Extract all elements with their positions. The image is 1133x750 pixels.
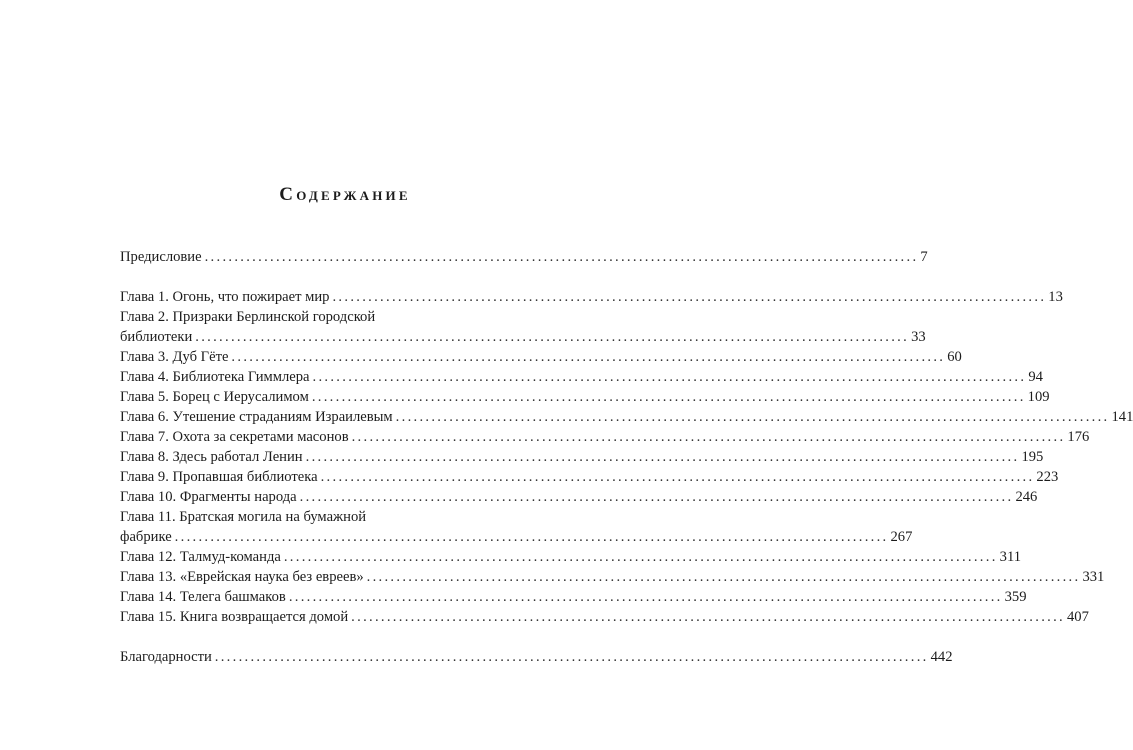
toc-entry-page: 13 — [1048, 289, 1063, 305]
toc-entry-label: Глава 9. Пропавшая библиотека — [120, 469, 318, 485]
section-gap — [120, 627, 482, 647]
toc-entry-page: 109 — [1027, 389, 1050, 405]
toc-entry-chapter-13[interactable] — [120, 567, 1105, 587]
leader-dots: ........................................................................................................................ — [351, 429, 1066, 445]
toc-entry-label: Глава 1. Огонь, что пожирает мир — [120, 289, 330, 305]
toc-entry-page: 311 — [999, 549, 1022, 565]
leader-dots: ........................................................................................................................ — [214, 649, 929, 665]
toc-entry-chapter-8[interactable] — [120, 447, 1044, 467]
toc-entry-label: Глава 10. Фрагменты народа — [120, 489, 297, 505]
toc-entry-label: Глава 15. Книга возвращается домой — [120, 609, 349, 625]
toc-entry-chapter-14[interactable] — [120, 587, 1027, 607]
toc-entry-chapter-15[interactable] — [120, 607, 1089, 627]
leader-dots: ........................................................................................................................ — [366, 569, 1081, 585]
toc-entry-label: Глава 4. Библиотека Гиммлера — [120, 369, 310, 385]
toc-entry-page: 267 — [890, 529, 913, 545]
toc-entry-chapter-11[interactable] — [120, 507, 913, 547]
toc-entry-label: Глава 14. Телега башмаков — [120, 589, 286, 605]
leader-dots: ........................................................................................................................ — [283, 549, 998, 565]
toc-entry-chapter-1[interactable] — [120, 287, 1063, 307]
toc-entry-page: 246 — [1015, 489, 1038, 505]
toc-entry-label: Глава 8. Здесь работал Ленин — [120, 449, 303, 465]
toc-entry-page: 223 — [1036, 469, 1059, 485]
toc-entry-label: Глава 3. Дуб Гёте — [120, 349, 229, 365]
toc-entry-chapter-5[interactable] — [120, 387, 1050, 407]
leader-dots: ........................................................................................................................ — [311, 389, 1026, 405]
toc-entry-chapter-10[interactable] — [120, 487, 1038, 507]
toc-entry-page: 94 — [1028, 369, 1043, 385]
toc-entry-chapter-4[interactable] — [120, 367, 1043, 387]
toc-entry-page: 442 — [930, 649, 953, 665]
toc-entry-page: 195 — [1021, 449, 1044, 465]
toc-entry-label: фабрике — [120, 529, 172, 545]
toc-entry-label: Глава 13. «Еврейская наука без евреев» — [120, 569, 364, 585]
toc-entry-page: 176 — [1067, 429, 1090, 445]
toc-entry-label-line1: Глава 2. Призраки Берлинской городской — [120, 309, 376, 325]
toc-entry-label: Глава 7. Охота за секретами масонов — [120, 429, 349, 445]
toc-entry-chapter-12[interactable] — [120, 547, 1022, 567]
toc-entry-preface[interactable] — [120, 247, 928, 267]
toc-entry-chapter-3[interactable] — [120, 347, 962, 367]
toc-entry-label: библиотеки — [120, 329, 193, 345]
toc-entry-acknowledgements[interactable] — [120, 647, 953, 667]
toc-entry-label: Глава 12. Талмуд-команда — [120, 549, 281, 565]
toc-entry-page: 359 — [1004, 589, 1027, 605]
leader-dots: ........................................................................................................................ — [288, 589, 1003, 605]
leader-dots: ........................................................................................................................ — [351, 609, 1065, 625]
toc-entry-label: Глава 5. Борец с Иерусалимом — [120, 389, 309, 405]
toc-entry-label: Предисловие — [120, 249, 202, 265]
leader-dots: ........................................................................................................................ — [231, 349, 946, 365]
leader-dots: ........................................................................................................................ — [312, 369, 1027, 385]
leader-dots: ........................................................................................................................ — [299, 489, 1014, 505]
table-of-contents — [120, 247, 1133, 667]
leader-dots: ........................................................................................................................ — [332, 289, 1047, 305]
toc-entry-chapter-6[interactable] — [120, 407, 1133, 427]
leader-dots: ........................................................................................................................ — [305, 449, 1020, 465]
leader-dots: ........................................................................................................................ — [395, 409, 1110, 425]
leader-dots: ........................................................................................................................ — [320, 469, 1035, 485]
section-gap — [120, 267, 482, 287]
leader-dots: ........................................................................................................................ — [204, 249, 919, 265]
toc-entry-chapter-7[interactable] — [120, 427, 1090, 447]
toc-entry-label: Благодарности — [120, 649, 212, 665]
toc-entry-page: 331 — [1082, 569, 1105, 585]
toc-entry-label: Глава 6. Утешение страданиям Израилевым — [120, 409, 393, 425]
toc-entry-page: 7 — [920, 249, 928, 265]
leader-dots: ........................................................................................................................ — [195, 329, 910, 345]
toc-entry-chapter-9[interactable] — [120, 467, 1059, 487]
leader-dots: ........................................................................................................................ — [174, 529, 889, 545]
page-title: Содержание — [279, 184, 411, 205]
toc-entry-label-line1: Глава 11. Братская могила на бумажной — [120, 509, 367, 525]
toc-entry-page: 141 — [1111, 409, 1133, 425]
toc-entry-chapter-2[interactable] — [120, 307, 926, 347]
toc-entry-page: 60 — [947, 349, 962, 365]
toc-entry-page: 33 — [911, 329, 926, 345]
toc-entry-page: 407 — [1066, 609, 1089, 625]
